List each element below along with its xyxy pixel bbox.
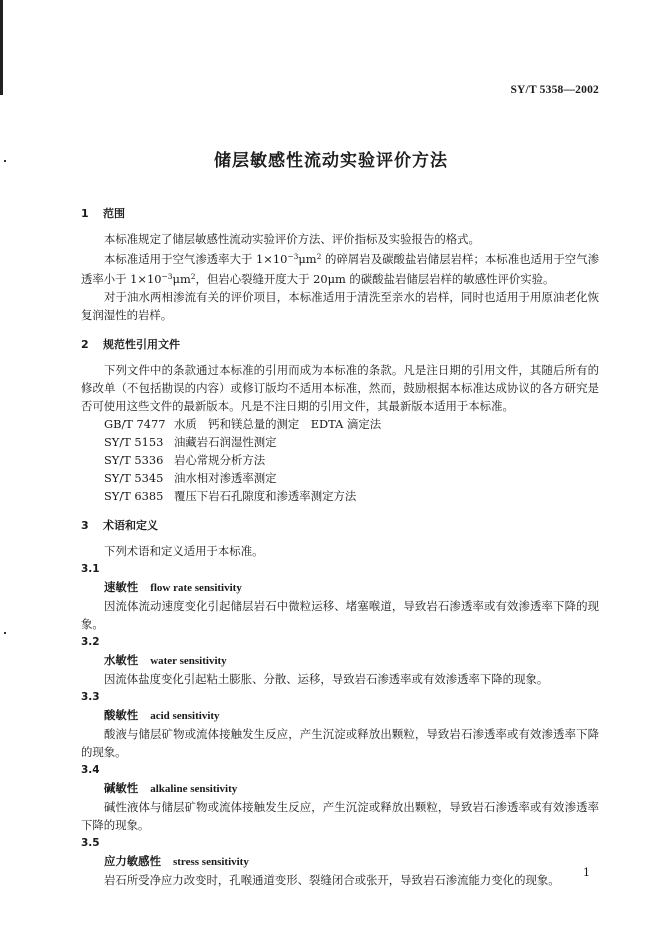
reference-item: SY/T 6385 覆压下岩石孔隙度和渗透率测定方法 (104, 489, 357, 503)
term-definition: 岩石所受净应力改变时，孔喉通道变形、裂缝闭合或张开，导致岩石渗流能力变化的现象。 (104, 873, 560, 887)
section-heading-terms (81, 517, 599, 535)
document-title: 储层敏感性流动实验评价方法 (214, 151, 448, 171)
term-definition: 因流体流动速度变化引起储层岩石中微粒运移、堵塞喉道，导致岩石渗透率或有效渗透率下降的现象。 (81, 599, 599, 631)
section-title: 术语和定义 (103, 519, 158, 532)
section-number: 1 (81, 207, 89, 220)
term-number: 3.5 (81, 837, 100, 849)
term-definition: 因流体盐度变化引起粘土膨胀、分散、运移，导致岩石渗透率或有效渗透率下降的现象。 (104, 672, 549, 686)
term-number: 3.3 (81, 691, 100, 703)
term-definition: 酸液与储层矿物或流体接触发生反应，产生沉淀或释放出颗粒，导致岩石渗透率或有效渗透率下降的现象。 (81, 727, 599, 759)
term-heading: 速敏性 flow rate sensitivity (104, 580, 242, 594)
term-heading: 水敏性 water sensitivity (104, 653, 227, 667)
term-heading: 酸敏性 acid sensitivity (104, 708, 220, 722)
term-number: 3.4 (81, 764, 100, 776)
section-title: 规范性引用文件 (103, 338, 180, 351)
section-number: 2 (81, 338, 89, 351)
reference-item: GB/T 7477 水质 钙和镁总量的测定 EDTA 滴定法 (104, 417, 382, 431)
page-number: 1 (583, 866, 590, 879)
term-heading: 应力敏感性 stress sensitivity (104, 854, 249, 868)
term-number: 3.2 (81, 636, 100, 648)
references-intro: 下列文件中的条款通过本标准的引用而成为本标准的条款。凡是注日期的引用文件，其随后所有的修改单（不包括勘误的内容）或修订版均不适用本标准，然而，鼓励根据本标准达成协议的各方研究是否可使用这些文件的最新版本。凡是不注日期的引用文件，其最新版本适用于本标准。 (81, 363, 599, 413)
scan-speck (4, 632, 6, 634)
scope-paragraph-3: 对于油水两相渗流有关的评价项目，本标准适用于清洗至亲水的岩样，同时也适用于用原油老化恢复润湿性的岩样。 (81, 290, 599, 322)
reference-item: SY/T 5153 油藏岩石润湿性测定 (104, 435, 277, 449)
scope-paragraph-2: 本标准适用于空气渗透率大于 $1\times 10^{-3}\mu m^2$ 的碎屑岩及碳酸盐岩储层岩样；本标准也适用于空气渗透率小于 $1\times 10^{-3}\mu m^2$，但岩心裂缝开度大于 20μm 的碳酸盐岩储层岩样的敏感性评价实验。 (81, 252, 599, 286)
term-number: 3.1 (81, 563, 100, 575)
scan-edge-mark (0, 0, 3, 95)
reference-item: SY/T 5345 油水相对渗透率测定 (104, 471, 277, 485)
section-number: 3 (81, 519, 89, 532)
section-heading-scope (81, 205, 599, 223)
standard-code: SY/T 5358—2002 (510, 84, 599, 96)
terms-intro: 下列术语和定义适用于本标准。 (104, 544, 264, 558)
term-definition: 碱性液体与储层矿物或流体接触发生反应，产生沉淀或释放出颗粒，导致岩石渗透率或有效渗透率下降的现象。 (81, 800, 599, 832)
document-body (81, 205, 599, 889)
reference-list (81, 415, 599, 505)
term-heading: 碱敏性 alkaline sensitivity (104, 781, 238, 795)
section-heading-normative-references (81, 336, 599, 354)
scope-paragraph-1: 本标准规定了储层敏感性流动实验评价方法、评价指标及实验报告的格式。 (104, 232, 480, 246)
reference-item: SY/T 5336 岩心常规分析方法 (104, 453, 266, 467)
section-title: 范围 (103, 207, 125, 220)
